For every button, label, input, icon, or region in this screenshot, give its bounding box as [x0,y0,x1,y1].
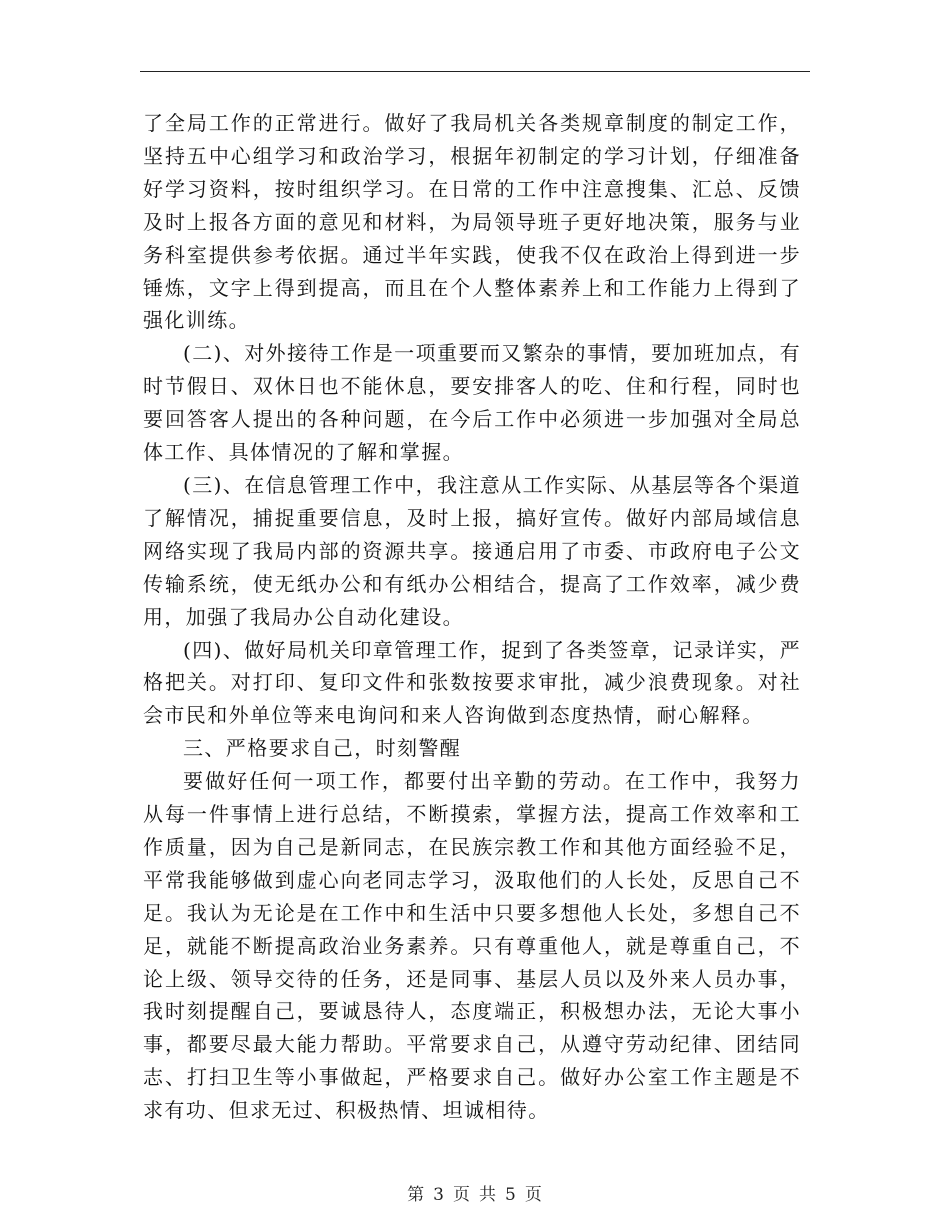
paragraph-2: (二)、对外接待工作是一项重要而又繁杂的事情，要加班加点，有时节假日、双休日也不能休息，要安排客人的吃、住和行程，同时也要回答客人提出的各种问题，在今后工作中必须进一步加强对全局总体工作、具体情况的了解和掌握。 [143,341,801,465]
footer-total-label: 共 [479,1185,497,1205]
footer-total-pages: 5 [505,1185,517,1205]
paragraph-1: 了全局工作的正常进行。做好了我局机关各类规章制度的制定工作，坚持五中心组学习和政治学习，根据年初制定的学习计划，仔细准备好学习资料，按时组织学习。在日常的工作中注意搜集、汇总、反馈及时上报各方面的意见和材料，为局领导班子更好地决策，服务与业务科室提供参考依据。通过半年实践，使我不仅在政治上得到进一步锤炼，文字上得到提高，而且在个人整体素养上和工作能力上得到了强化训练。 [143,111,801,333]
paragraph-4: (四)、做好局机关印章管理工作，捉到了各类签章，记录详实，严格把关。对打印、复印文件和张数按要求审批，减少浪费现象。对社会市民和外单位等来电询问和来人咨询做到态度热情，耐心解释。 [143,637,801,728]
section-heading: 三、严格要求自己，时刻警醒 [183,736,462,761]
footer-suffix: 页 [524,1185,543,1205]
page-footer [0,1180,950,1205]
footer-current-page: 3 [433,1185,445,1205]
footer-prefix: 第 [407,1185,426,1205]
paragraph-5: 要做好任何一项工作，都要付出辛勤的劳动。在工作中，我努力从每一件事情上进行总结，不断摸索，掌握方法，提高工作效率和工作质量，因为自己是新同志，在民族宗教工作和其他方面经验不足，平常我能够做到虚心向老同志学习，汲取他们的人长处，反思自己不足。我认为无论是在工作中和生活中只要多想他人长处，多想自己不足，就能不断提高政治业务素养。只有尊重他人，就是尊重自己，不论上级、领导交待的任务，还是同事、基层人员以及外来人员办事，我时刻提醒自己，要诚恳待人，态度端正，积极想办法，无论大事小事，都要尽最大能力帮助。平常要求自己，从遵守劳动纪律、团结同志、打扫卫生等小事做起，严格要求自己。做好办公室工作主题是不求有功、但求无过、积极热情、坦诚相待。 [143,769,801,1123]
footer-page-label: 页 [453,1185,471,1205]
header-rule [140,71,810,72]
body-text [143,107,801,1127]
paragraph-3: (三)、在信息管理工作中，我注意从工作实际、从基层等各个渠道了解情况，捕捉重要信息，及时上报，搞好宣传。做好内部局域信息网络实现了我局内部的资源共享。接通启用了市委、市政府电子公文传输系统，使无纸办公和有纸办公相结合，提高了工作效率，减少费用，加强了我局办公自动化建设。 [143,472,801,629]
